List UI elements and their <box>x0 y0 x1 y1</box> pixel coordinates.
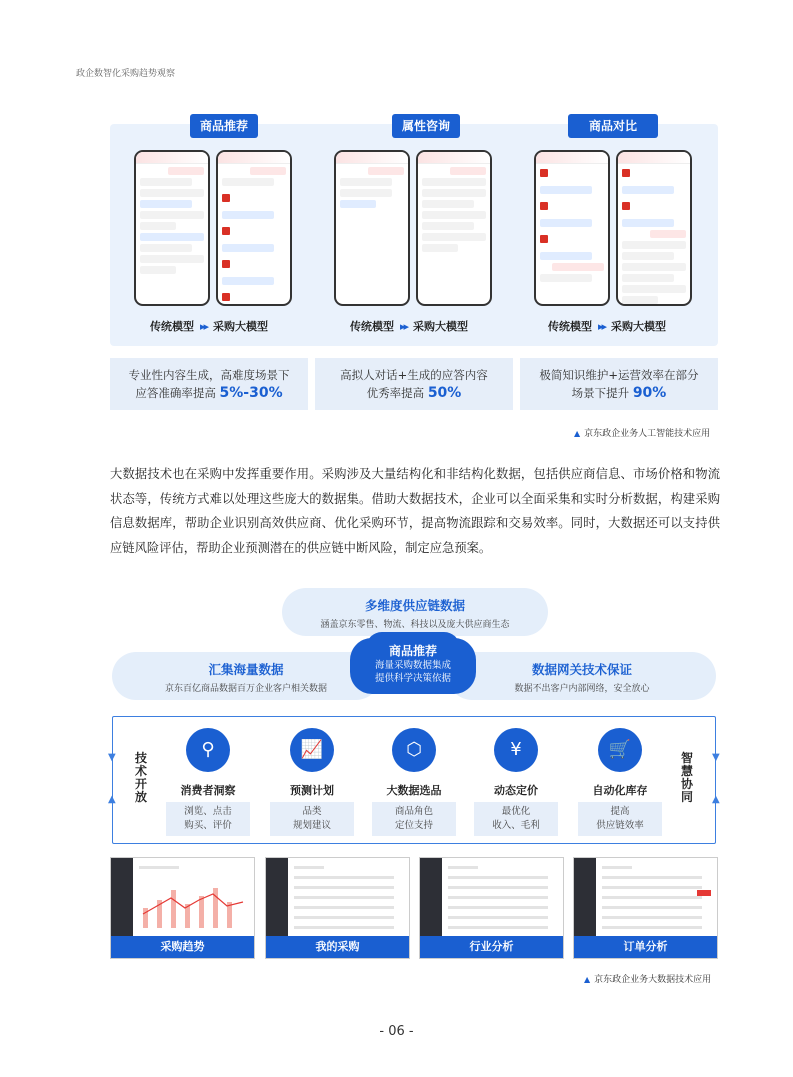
stat-box-3: 极简知识维护+运营效率在部分 场景下提升 90% <box>520 358 718 410</box>
hexagon-cluster-icon: ⬡ <box>392 728 436 772</box>
traditional-model-label: 传统模型 <box>548 320 592 333</box>
trend-chart-thumbnail <box>139 878 249 934</box>
ellipse-top: 多维度供应链数据 涵盖京东零售、物流、科技以及庞大供应商生态 <box>282 588 548 636</box>
stat-highlight: 50% <box>427 385 462 401</box>
arrow-up-icon: ▲ <box>712 794 720 805</box>
triangle-icon: ▲ <box>574 429 581 438</box>
body-paragraph: 大数据技术也在采购中发挥重要作用。采购涉及大量结构化和非结构化数据，包括供应商信息、市场价格和物流状态等，传统方式难以处理这些庞大的数据集。借助大数据技术，企业可以全面采集和实时分析数据，构建采购信息数据库，帮助企业识别高效供应商、优化采购环节，提高物流跟踪和交易效率。同时，大数据还可以支持供应链风险评估，帮助企业预测潜在的供应链中断风险，制定应急预案。 <box>110 467 720 555</box>
side-label-left: 技 术 开 放 <box>134 751 147 804</box>
llm-model-label: 采购大模型 <box>413 320 469 333</box>
figure-caption-ai: ▲ 京东政企业务人工智能技术应用 <box>574 429 711 439</box>
phone-traditional-1 <box>134 150 210 306</box>
llm-model-label: 采购大模型 <box>611 320 667 333</box>
screen-label: 采购趋势 <box>111 936 254 958</box>
ellipse-right: 数据网关技术保证 数据不出客户内部网络，安全放心 <box>448 652 716 700</box>
screenshot-my-purchase <box>265 857 410 959</box>
phone-traditional-3 <box>534 150 610 306</box>
feature-product-selection: ⬡ 大数据选品 商品角色 定位支持 <box>372 728 456 836</box>
panel-title-compare: 商品对比 <box>568 114 658 138</box>
stat-box-1: 专业性内容生成，高难度场景下 应答准确率提高 5%-30% <box>110 358 308 410</box>
traditional-model-label: 传统模型 <box>150 320 194 333</box>
stat-highlight: 5%-30% <box>219 385 283 401</box>
running-header: 政企数智化采购趋势观察 <box>76 69 176 79</box>
feature-dynamic-pricing: ¥ 动态定价 最优化 收入、毛利 <box>474 728 558 836</box>
magnifier-person-icon: ⚲ <box>186 728 230 772</box>
page-number: - 06 - <box>379 1024 414 1039</box>
phone-llm-2 <box>416 150 492 306</box>
screen-label: 我的采购 <box>266 936 409 958</box>
arrow-down-icon: ▼ <box>108 752 116 763</box>
ai-application-panel: 商品推荐 传统模型 ▸▸ 采购大模型 属性咨询 传统模型 ▸▸ 采购大模型 商品对比 传统模型 ▸▸ 采购大模型 <box>110 124 718 346</box>
stat-box-2: 高拟人对话+生成的应答内容 优秀率提高 50% <box>315 358 513 410</box>
phone-traditional-2 <box>334 150 410 306</box>
ellipse-left: 汇集海量数据 京东百亿商品数据百万企业客户相关数据 <box>112 652 380 700</box>
screenshot-trend <box>110 857 255 959</box>
phone-llm-3 <box>616 150 692 306</box>
traditional-model-label: 传统模型 <box>350 320 394 333</box>
figure-caption-bigdata: ▲ 京东政企业务大数据技术应用 <box>584 975 712 985</box>
stat-highlight: 90% <box>632 385 667 401</box>
llm-model-label: 采购大模型 <box>213 320 269 333</box>
screenshot-order <box>573 857 718 959</box>
phone-llm-1 <box>216 150 292 306</box>
triangle-icon: ▲ <box>584 975 591 984</box>
chart-trend-icon: 📈 <box>290 728 334 772</box>
feature-consumer-insight: ⚲ 消费者洞察 浏览、点击 购买、评价 <box>166 728 250 836</box>
arrow-up-icon: ▲ <box>108 794 116 805</box>
side-label-right: 智 慧 协 同 <box>680 751 693 804</box>
screen-label: 行业分析 <box>420 936 563 958</box>
panel-title-attribute: 属性咨询 <box>392 114 460 138</box>
center-cloud: 商品推荐 海量采购数据集成 提供科学决策依据 <box>350 638 476 694</box>
cart-icon: 🛒 <box>598 728 642 772</box>
price-tag-icon: ¥ <box>494 728 538 772</box>
screen-label: 订单分析 <box>574 936 717 958</box>
panel-title-recommend: 商品推荐 <box>190 114 258 138</box>
screenshot-industry <box>419 857 564 959</box>
feature-auto-inventory: 🛒 自动化库存 提高 供应链效率 <box>578 728 662 836</box>
arrow-down-icon: ▼ <box>712 752 720 763</box>
feature-forecast: 📈 预测计划 品类 规划建议 <box>270 728 354 836</box>
